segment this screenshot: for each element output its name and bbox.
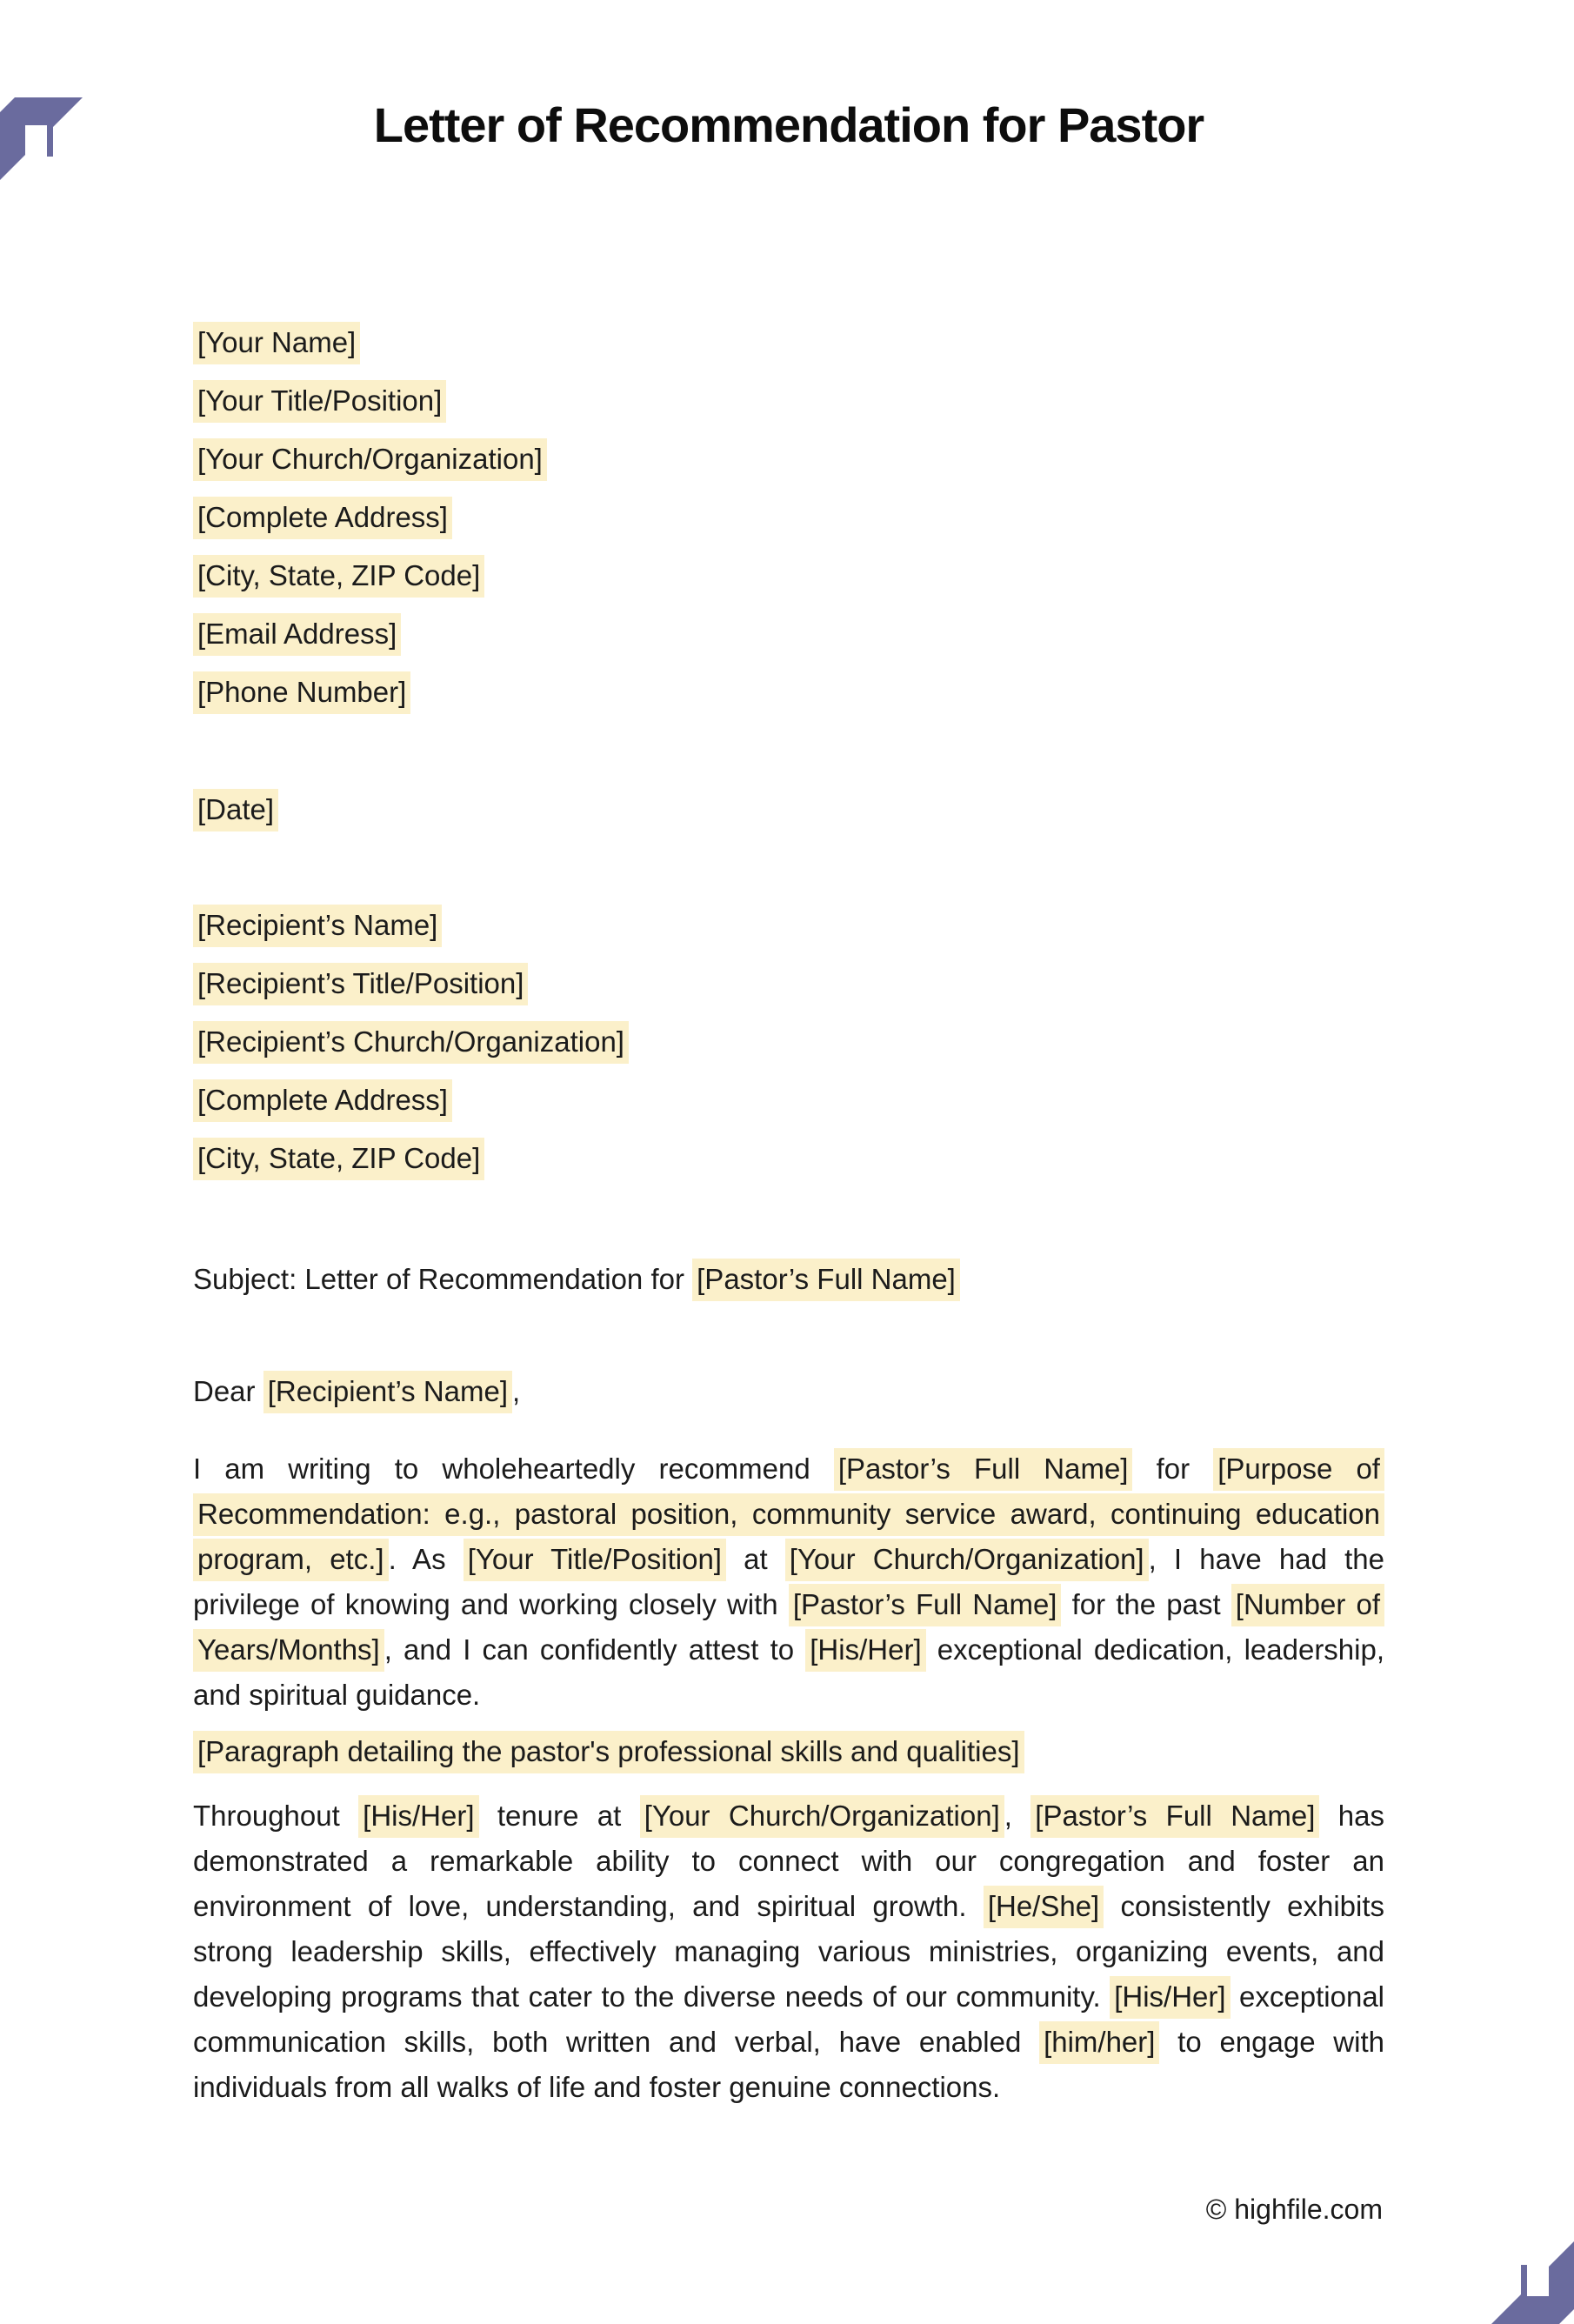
text-segment: Throughout: [193, 1800, 359, 1832]
placeholder-highlight: [Pastor’s Full Name]: [834, 1448, 1133, 1491]
watermark-footer: © highfile.com: [1205, 2194, 1383, 2225]
placeholder-highlight: [His/Her]: [358, 1795, 478, 1838]
placeholder-highlight: [Your Church/Organization]: [785, 1539, 1149, 1581]
text-segment: Dear: [193, 1375, 263, 1407]
placeholder-highlight: [Your Title/Position]: [464, 1539, 726, 1581]
text-segment: exceptional communication skills, both written and verbal, have enabled: [193, 1980, 1385, 2058]
address-line: [193, 440, 1384, 477]
placeholder-highlight: [City, State, ZIP Code]: [193, 555, 484, 598]
text-segment: , I have had the privilege of knowing and working closely with: [193, 1543, 1384, 1620]
address-line: [193, 557, 1384, 594]
placeholder-highlight: [He/She]: [984, 1886, 1104, 1928]
text-segment: Subject: Letter of Recommendation for: [193, 1263, 693, 1295]
subject-line: [193, 1260, 1384, 1298]
placeholder-highlight: [Pastor’s Full Name]: [789, 1584, 1062, 1626]
address-line: [193, 791, 1384, 828]
salutation-line: [193, 1372, 1384, 1410]
placeholder-highlight: [Recipient’s Name]: [193, 905, 442, 947]
skills-paragraph-placeholder: [193, 1729, 1384, 1774]
letter-content: [0, 97, 1574, 2110]
body-paragraph-2: [193, 1793, 1384, 2110]
recipient-address-block: [193, 906, 1384, 1177]
address-line: [193, 1081, 1384, 1119]
placeholder-highlight: [Complete Address]: [193, 1079, 452, 1122]
address-line: [193, 1023, 1384, 1060]
placeholder-highlight: [Purpose of Recommendation: e.g., pastoral position, community service award, continuing education program, etc.]: [193, 1448, 1384, 1581]
placeholder-highlight: [Phone Number]: [193, 671, 410, 714]
text-segment: to engage with individuals from all walks of life and foster genuine connections.: [193, 2026, 1384, 2103]
placeholder-highlight: [Your Church/Organization]: [640, 1795, 1004, 1838]
address-line: [193, 965, 1384, 1002]
placeholder-highlight: [Recipient’s Church/Organization]: [193, 1021, 629, 1064]
placeholder-highlight: [Paragraph detailing the pastor's professional skills and qualities]: [193, 1731, 1024, 1773]
address-line: [193, 324, 1384, 361]
placeholder-highlight: [His/Her]: [805, 1629, 925, 1672]
placeholder-highlight: [Recipient’s Name]: [263, 1371, 512, 1413]
text-segment: has demonstrated a remarkable ability to connect with our congregation and foster an environment of love, understanding, and spiritual growth.: [193, 1800, 1384, 1922]
placeholder-highlight: [Recipient’s Title/Position]: [193, 963, 528, 1005]
placeholder-highlight: [Email Address]: [193, 613, 401, 656]
placeholder-highlight: [Your Title/Position]: [193, 380, 446, 423]
placeholder-highlight: [Complete Address]: [193, 497, 452, 539]
sender-address-block: [193, 324, 1384, 711]
text-segment: ,: [512, 1375, 521, 1407]
address-line: [193, 1139, 1384, 1177]
date-block: [193, 791, 1384, 828]
text-segment: exceptional dedication, leadership, and spiritual guidance.: [193, 1633, 1385, 1711]
text-segment: for the past: [1061, 1588, 1231, 1620]
text-segment: I am writing to wholeheartedly recommend: [193, 1452, 834, 1485]
text-segment: , and I can confidently attest to: [383, 1633, 806, 1666]
text-segment: tenure at: [478, 1800, 640, 1832]
text-segment: ,: [1004, 1800, 1031, 1832]
page-corner-decoration-top-left-icon: [0, 97, 87, 184]
placeholder-highlight: [Pastor’s Full Name]: [692, 1259, 960, 1301]
text-segment: for: [1132, 1452, 1214, 1485]
address-line: [193, 382, 1384, 419]
placeholder-highlight: [Pastor’s Full Name]: [1030, 1795, 1319, 1838]
text-segment: . As: [388, 1543, 464, 1575]
document-title: Letter of Recommendation for Pastor: [373, 97, 1204, 152]
placeholder-highlight: [Number of Years/Months]: [193, 1584, 1384, 1672]
body-paragraph-1: [193, 1446, 1384, 1718]
placeholder-highlight: [City, State, ZIP Code]: [193, 1138, 484, 1180]
address-line: [193, 673, 1384, 711]
page-corner-decoration-bottom-right-icon: [1487, 2237, 1574, 2324]
placeholder-highlight: [Your Name]: [193, 322, 360, 364]
placeholder-highlight: [His/Her]: [1110, 1976, 1230, 2019]
address-line: [193, 615, 1384, 652]
placeholder-highlight: [him/her]: [1039, 2021, 1159, 2064]
text-segment: at: [725, 1543, 785, 1575]
placeholder-highlight: [Your Church/Organization]: [193, 438, 547, 481]
text-segment: consistently exhibits strong leadership skills, effectively managing various ministries, organizing events, and developing programs that cater to the diverse needs of our community.: [193, 1890, 1385, 2013]
document-page: [0, 97, 1574, 2324]
address-line: [193, 906, 1384, 944]
placeholder-highlight: [Date]: [193, 789, 278, 831]
address-line: [193, 498, 1384, 536]
